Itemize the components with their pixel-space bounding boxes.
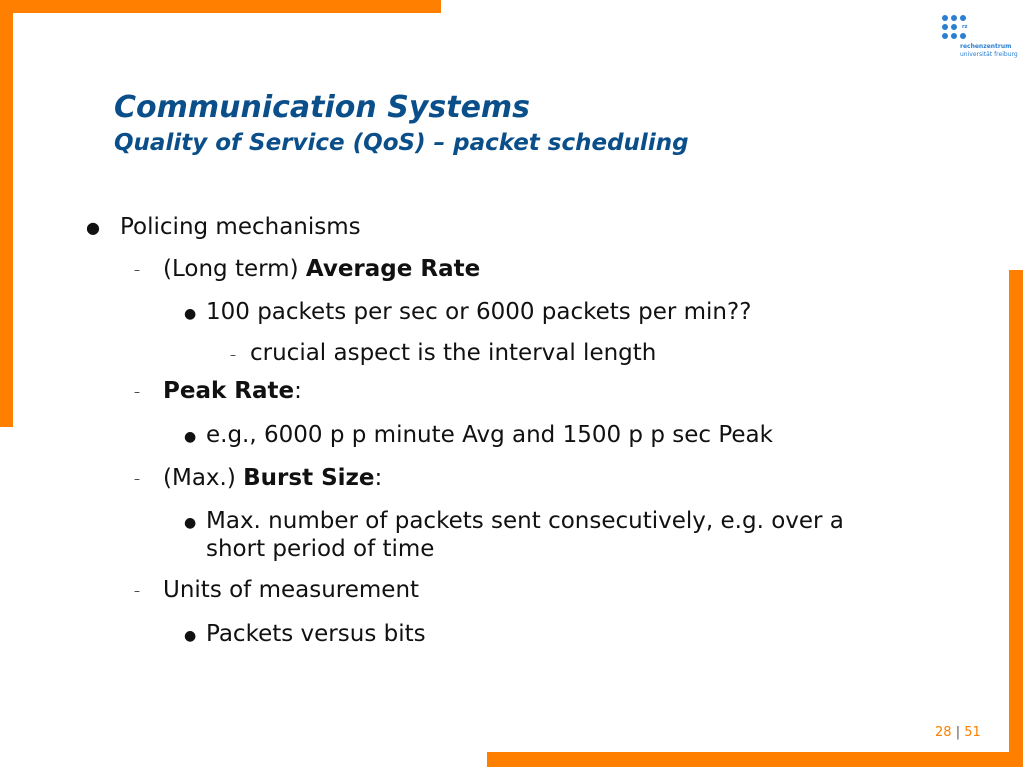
logo-dot [960, 15, 966, 21]
bullet-dot: ● [184, 515, 197, 531]
logo-dot [951, 15, 957, 21]
bullet-bold-text: Average Rate [305, 256, 481, 282]
logo-dot [951, 33, 957, 39]
bullet-packets-versus-bits: Packets versus bits [206, 621, 426, 647]
slide-subtitle: Quality of Service (QoS) – packet scheduling [114, 130, 689, 156]
logo-dot [960, 33, 966, 39]
logo-text-line2: universität freiburg [960, 51, 1018, 58]
bullet-peak-example: e.g., 6000 p p minute Avg and 1500 p p sec Peak [206, 422, 773, 448]
page-number [935, 725, 981, 740]
logo-text-line1: rechenzentrum [960, 43, 1012, 50]
bullet-bold-text: Burst Size [243, 465, 375, 491]
bullet-dash: – [134, 584, 140, 598]
bullet-text: (Long term) [163, 256, 306, 282]
bullet-dash: – [134, 472, 140, 486]
bullet-dot: ● [184, 429, 197, 445]
logo-dot [942, 15, 948, 21]
page-current: 28 [935, 725, 952, 740]
bullet-packets-per-sec: 100 packets per sec or 6000 packets per min?? [206, 299, 752, 325]
bullet-dot: ● [86, 218, 100, 237]
logo-dot [942, 33, 948, 39]
logo-dot [951, 24, 957, 30]
bullet-dash: – [134, 263, 140, 277]
bullet-bold-text: Peak Rate [163, 378, 295, 404]
bullet-average-rate [163, 255, 480, 283]
bullet-burst-definition-line1: Max. number of packets sent consecutively, e.g. over a [206, 508, 844, 534]
page-total: 51 [964, 725, 981, 740]
frame-bar-bottom [487, 752, 1023, 767]
bullet-dot: ● [184, 306, 197, 322]
bullet-dash: – [134, 385, 140, 399]
bullet-burst-definition-line2: short period of time [206, 536, 435, 562]
bullet-interval-length: crucial aspect is the interval length [250, 340, 657, 366]
logo-dot [942, 24, 948, 30]
frame-bar-left [0, 0, 13, 427]
bullet-peak-rate [163, 377, 302, 405]
logo-mark-text: rz [962, 24, 968, 30]
bullet-dash: – [230, 348, 236, 362]
bullet-units-of-measurement: Units of measurement [163, 577, 420, 603]
frame-bar-top [0, 0, 441, 13]
bullet-dot: ● [184, 628, 197, 644]
bullet-policing-mechanisms: Policing mechanisms [120, 214, 361, 240]
slide-title: Communication Systems [114, 90, 531, 125]
bullet-text: (Max.) [163, 465, 244, 491]
bullet-text: : [294, 378, 302, 404]
frame-bar-right [1009, 270, 1023, 767]
bullet-burst-size [163, 464, 382, 492]
page-separator: | [955, 725, 961, 740]
bullet-text: : [374, 465, 383, 491]
